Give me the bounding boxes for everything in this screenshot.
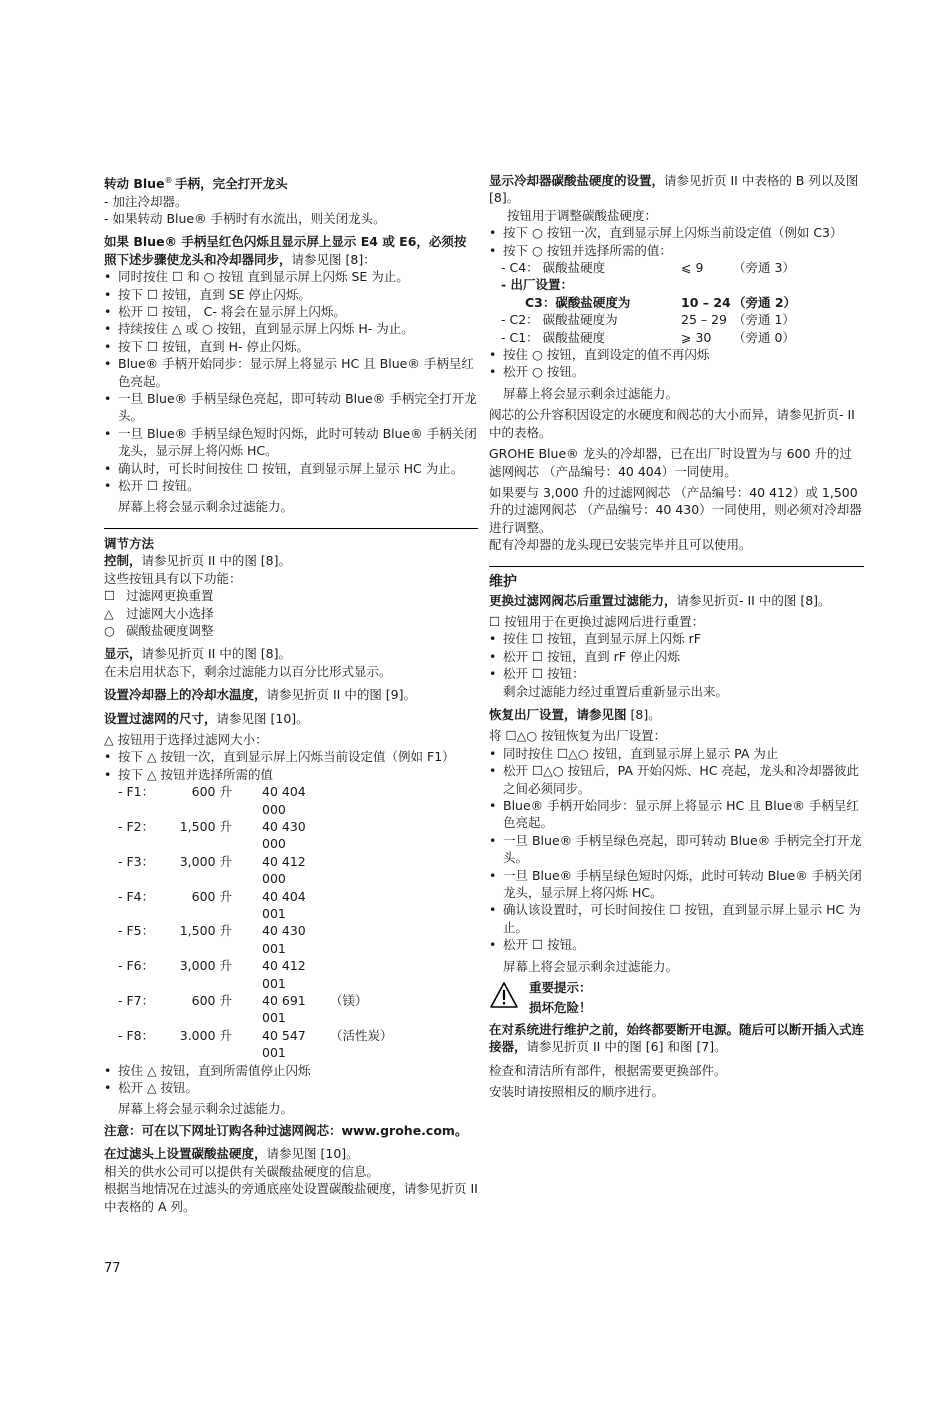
- paragraph: 阀芯的公升容积因设定的水硬度和阀芯的大小而异，请参见折页- II 中的表格。: [489, 407, 855, 440]
- list-item: Blue® 手柄开始同步：显示屏上将显示 HC 且 Blue® 手柄呈红色亮起。: [118, 356, 474, 389]
- list-item: 按下 △ 按钮并选择所需的值: [118, 766, 274, 782]
- list-item: 碳酸盐硬度调整: [126, 622, 214, 638]
- temp-heading: 设置冷却器上的冷却水温度，请参见折页 II 中的图 [9]。: [104, 687, 417, 703]
- reset-intro: ☐ 按钮用于在更换过滤网后进行重置：: [489, 613, 705, 629]
- list-item: 按下 ☐ 按钮，直到 SE 停止闪烁。: [118, 286, 311, 302]
- right-column: 显示冷却器碳酸盐硬度的设置，请参见折页 II 中表格的 B 列以及图 [8]。 按钮用于调整碳酸盐硬度： • 按下 ○ 按钮一次，直到显示屏上闪烁当前设定值（例如 C3） • 按下 ○ 按钮并选择所需的值： - C4： 碳酸盐硬度 ⩽ 9 （旁通 3） - 出厂设置： C3：碳酸盐硬度为 10 – 24 （旁通 2） - C2： 碳酸盐硬度为 25 – 29 （旁通 1） - C1： 碳酸盐硬度 ⩾ 30 （旁通 0） • 按住 ○ 按钮，直到设定的值不再闪烁 • 松开 ○ 按钮。 屏幕上将会显示剩余过滤能力。 阀芯的公升容积因设定的水硬度和阀芯的大小而异，请参见折页- II 中的表格。 GROHE Blue® 龙头的冷却器，已在出厂时设置为与 600 升的过滤网阀芯 （产品编号：40 404）一同使用。 如果要与 3,000 升的过滤网阀芯 （产品编号：40 412）或 1,500 升的过滤网阀芯 （产品编号：40 430）一同使用，则必须对冷却器进行调整。 配有冷却器的龙头现已安装完毕并且可以使用。 维护 更换过滤网阀芯后重置过滤能力，请参见折页- II 中的图 [8]。 ☐ 按钮用于在更换过滤网后进行重置： • 按住 ☐ 按钮，直到显示屏上闪烁 rF • 松开 ☐ 按钮，直到 rF 停止闪烁 • 松开 ☐ 按钮： 剩余过滤能力经过重置后重新显示出来。 恢复出厂设置，请参见图 [8]。 将 ☐△○ 按钮恢复为出厂设置： • 同时按住 ☐△○ 按钮，直到显示屏上显示 PA 为止 • 松开 ☐△○ 按钮后，PA 开始闪烁、HC 亮起，龙头和冷却器彼此之间必须同步。 • Blue® 手柄开始同步：显示屏上将显示 HC 且 Blue® 手柄呈红色亮起。 • 一旦 Blue® 手柄呈绿色亮起，即可转动 Blue® 手柄完全打开龙头。 • 一旦 Blue® 手柄呈绿色短时闪烁，此时可转动 Blue® 手柄关闭龙头，显示屏上将闪烁 HC。 • 确认该设置时，可长时间按住 ☐ 按钮，直到显示屏上显示 HC 为止。 • 松开 ☐ 按钮。 屏幕上将会显示剩余过滤能力。 重要提示： 损坏危险！ 在对系统进行维护之前，始终都要断开电源。随后可以断开插入式连接器，请参见折页 II 中的图 [6] 和图 [7]。 检查和清洁所有部件，根据需要更换部件。 安装时请按照相反的顺序进行。: [489, 173, 865, 1100]
- size-intro: △ 按钮用于选择过滤网大小：: [104, 731, 268, 747]
- note: 屏幕上将会显示剩余过滤能力。: [118, 499, 294, 515]
- note: 屏幕上将会显示剩余过滤能力。: [503, 958, 679, 974]
- order-note: 注意：可在以下网址订购各种过滤网阀芯：www.grohe.com。: [104, 1122, 468, 1138]
- warning-title: 重要提示：: [529, 980, 592, 996]
- list-item: 松开 ☐ 按钮。: [503, 937, 585, 953]
- heading-open-tap: 转动 Blue® 手柄，完全打开龙头: [104, 176, 288, 192]
- functions-intro: 这些按钮具有以下功能：: [104, 570, 242, 586]
- list-item: 过滤网更换重置: [126, 588, 214, 604]
- list-item: Blue® 手柄开始同步：显示屏上将显示 HC 且 Blue® 手柄呈红色亮起。: [503, 798, 859, 831]
- list-item: 过滤网大小选择: [126, 605, 214, 621]
- list-item: 松开 ☐ 按钮， C- 将会在显示屏上闪烁。: [118, 304, 346, 319]
- list-item: 按住 ○ 按钮，直到设定的值不再闪烁: [503, 347, 710, 363]
- note: 剩余过滤能力经过重置后重新显示出来。: [503, 683, 729, 699]
- list-item: 松开 ☐ 按钮。: [118, 478, 200, 494]
- list-item: 松开 △ 按钮。: [118, 1080, 199, 1096]
- list-item: 持续按住 △ 或 ○ 按钮，直到显示屏上闪烁 H- 为止。: [118, 321, 414, 337]
- size-heading: 设置过滤网的尺寸，请参见图 [10]。: [104, 710, 309, 726]
- triangle-icon: △: [104, 605, 114, 621]
- warning-icon: [489, 981, 519, 1009]
- list-item: 同时按住 ☐△○ 按钮，直到显示屏上显示 PA 为止: [503, 745, 779, 761]
- list-item: 按下 △ 按钮一次，直到显示屏上闪烁当前设定值（例如 F1）: [118, 749, 455, 765]
- list-item: 按下 ☐ 按钮，直到 H- 停止闪烁。: [118, 338, 310, 354]
- divider: [104, 528, 478, 529]
- list-item: 松开 ☐ 按钮，直到 rF 停止闪烁: [503, 648, 680, 664]
- divider: [489, 566, 864, 567]
- list-item: 同时按住 ☐ 和 ○ 按钮 直到显示屏上闪烁 SE 为止。: [118, 269, 409, 285]
- section-title-maintenance: 维护: [489, 573, 517, 590]
- filter-table: - F1： 600 升 40 404 000 - F2： 1,500 升 40 430 000 - F3： 3,000 升 40 412 000 - F4： 600 升 40 404 001 - F5： 1,500 升 40 430 001 - F6： 3,000 升 40 412 001 - F7： 600 升 40 691 001 （镁） - F8： 3.000 升 40 547 001 （活性炭）: [118, 784, 393, 1061]
- hardness-table: - C4： 碳酸盐硬度 ⩽ 9 （旁通 3） - 出厂设置： C3：碳酸盐硬度为 10 – 24 （旁通 2） - C2： 碳酸盐硬度为 25 – 29 （旁通 1） - C1： 碳酸盐硬度 ⩾ 30 （旁通 0）: [501, 260, 797, 345]
- list-item: - 如果转动 Blue® 手柄时有水流出，则关闭龙头。: [104, 210, 386, 226]
- list-item: 松开 ☐△○ 按钮后，PA 开始闪烁、HC 亮起，龙头和冷却器彼此之间必须同步。: [503, 763, 860, 796]
- list-item: 确认时，可长时间按住 ☐ 按钮，直到显示屏上显示 HC 为止。: [118, 460, 464, 476]
- note: 屏幕上将会显示剩余过滤能力。: [503, 385, 679, 401]
- carb-heading: 在过滤头上设置碳酸盐硬度，请参见图 [10]。: [104, 1146, 359, 1162]
- factory-heading: 恢复出厂设置，请参见图 [8]。: [489, 706, 661, 722]
- circle-icon: ○: [104, 622, 115, 638]
- paragraph: 检查和清洁所有部件，根据需要更换部件。: [489, 1062, 727, 1078]
- list-item: 一旦 Blue® 手柄呈绿色亮起，即可转动 Blue® 手柄完全打开龙头。: [503, 832, 862, 866]
- sync-steps: • 同时按住 ☐ 和 ○ 按钮 直到显示屏上闪烁 SE 为止。 • 按下 ☐ 按钮，直到 SE 停止闪烁。 • 松开 ☐ 按钮， C- 将会在显示屏上闪烁。 • 持续按住 △ 或 ○ 按钮，直到显示屏上闪烁 H- 为止。 • 按下 ☐ 按钮，直到 H- 停止闪烁。 • Blue® 手柄开始同步：显示屏上将显示 HC 且 Blue® 手柄呈红色亮起。 • 一旦 Blue® 手柄呈绿色亮起，即可转动 Blue® 手柄完全打开龙头。 • 一旦 Blue® 手柄呈绿色短时闪烁，此时可转动 Blue® 手柄关闭龙头，显示屏上将闪烁 HC。 • 确认时，可长时间按住 ☐ 按钮，直到显示屏上显示 HC 为止。 • 松开 ☐ 按钮。: [104, 269, 477, 494]
- paragraph: 如果要与 3,000 升的过滤网阀芯 （产品编号：40 412）或 1,500 升的过滤网阀芯 （产品编号：40 430）一同使用，则必须对冷却器进行调整。: [489, 484, 862, 535]
- square-icon: ☐: [104, 588, 116, 604]
- carb-text: 根据当地情况在过滤头的旁通底座处设置碳酸盐硬度，请参见折页 II 中表格的 A 列。: [104, 1181, 478, 1214]
- paragraph: GROHE Blue® 龙头的冷却器，已在出厂时设置为与 600 升的过滤网阀芯 （产品编号：40 404）一同使用。: [489, 446, 852, 479]
- section-title-adjust: 调节方法: [104, 535, 155, 551]
- cooler-intro: 按钮用于调整碳酸盐硬度：: [507, 207, 658, 223]
- list-item: 按住 ☐ 按钮，直到显示屏上闪烁 rF: [503, 631, 701, 647]
- list-item: 一旦 Blue® 手柄呈绿色短时闪烁，此时可转动 Blue® 手柄关闭龙头，显示屏上将闪烁 HC。: [118, 425, 477, 459]
- list-item: - 加注冷却器。: [104, 193, 188, 209]
- page-number: 77: [104, 1261, 121, 1276]
- list-item: 确认该设置时，可长时间按住 ☐ 按钮，直到显示屏上显示 HC 为止。: [503, 902, 861, 935]
- list-item: 按住 △ 按钮，直到所需值停止闪烁: [118, 1062, 311, 1078]
- paragraph: 安装时请按照相反的顺序进行。: [489, 1084, 665, 1100]
- display-heading: 显示，请参见折页 II 中的图 [8]。: [104, 646, 292, 662]
- left-column: 转动 Blue® 手柄，完全打开龙头 - 加注冷却器。 - 如果转动 Blue® 手柄时有水流出，则关闭龙头。 如果 Blue® 手柄呈红色闪烁且显示屏上显示 E4 或 E6，必须按照下述步骤使龙头和冷却器同步，请参见图 [8]： • 同时按住 ☐ 和 ○ 按钮 直到显示屏上闪烁 SE 为止。 • 按下 ☐ 按钮，直到 SE 停止闪烁。 • 松开 ☐ 按钮， C- 将会在显示屏上闪烁。 • 持续按住 △ 或 ○ 按钮，直到显示屏上闪烁 H- 为止。 • 按下 ☐ 按钮，直到 H- 停止闪烁。 • Blue® 手柄开始同步：显示屏上将显示 HC 且 Blue® 手柄呈红色亮起。 • 一旦 Blue® 手柄呈绿色亮起，即可转动 Blue® 手柄完全打开龙头。 • 一旦 Blue® 手柄呈绿色短时闪烁，此时可转动 Blue® 手柄关闭龙头，显示屏上将闪烁 HC。 • 确认时，可长时间按住 ☐ 按钮，直到显示屏上显示 HC 为止。 • 松开 ☐ 按钮。 屏幕上将会显示剩余过滤能力。 调节方法 控制，请参见折页 II 中的图 [8]。 这些按钮具有以下功能： ☐ 过滤网更换重置 △ 过滤网大小选择 ○ 碳酸盐硬度调整 显示，请参见折页 II 中的图 [8]。 在未启用状态下，剩余过滤能力以百分比形式显示。 设置冷却器上的冷却水温度，请参见折页 II 中的图 [9]。 设置过滤网的尺寸，请参见图 [10]。 △ 按钮用于选择过滤网大小： • 按下 △ 按钮一次，直到显示屏上闪烁当前设定值（例如 F1） • 按下 △ 按钮并选择所需的值 - F1： 600 升 40 404 000 - F2： 1,500 升 40 430 000 - F3： 3,000 升 40 412 000 - F4： 600 升 40 404 001 - F5： 1,500 升 40 430 001 - F6： 3,000 升 40 412 001 - F7： 600 升 40 691 001 （镁） - F8： 3.000 升 40 547 001 （活性炭） • 按住 △ 按钮，直到所需值停止闪烁 • 松开 △ 按钮。 屏幕上将会显示剩余过滤能力。 注意：可在以下网址订购各种过滤网阀芯：www.grohe.com。 在过滤头上设置碳酸盐硬度，请参见图 [10]。 相关的供水公司可以提供有关碳酸盐硬度的信息。 根据当地情况在过滤头的旁通底座处设置碳酸盐硬度，请参见折页 II 中表格的 A 列。: [104, 172, 478, 1215]
- list-item: 按下 ○ 按钮一次，直到显示屏上闪烁当前设定值（例如 C3）: [503, 225, 843, 241]
- list-item: 松开 ☐ 按钮：: [503, 666, 585, 682]
- warning-subtitle: 损坏危险！: [529, 1000, 592, 1016]
- control-heading: 控制，请参见折页 II 中的图 [8]。: [104, 553, 292, 569]
- paragraph: 配有冷却器的龙头现已安装完毕并且可以使用。: [489, 537, 752, 553]
- list-item: 松开 ○ 按钮。: [503, 364, 585, 380]
- cooler-heading: 显示冷却器碳酸盐硬度的设置，请参见折页 II 中表格的 B 列以及图 [8]。: [489, 173, 859, 206]
- power-warning: 在对系统进行维护之前，始终都要断开电源。随后可以断开插入式连接器，请参见折页 II 中的图 [6] 和图 [7]。: [489, 1021, 865, 1055]
- warning-box: [489, 979, 864, 1017]
- carb-text: 相关的供水公司可以提供有关碳酸盐硬度的信息。: [104, 1163, 380, 1179]
- heading-sync: 如果 Blue® 手柄呈红色闪烁且显示屏上显示 E4 或 E6，必须按照下述步骤使龙头和冷却器同步，请参见图 [8]：: [104, 234, 467, 267]
- list-item: 按下 ○ 按钮并选择所需的值：: [503, 242, 672, 258]
- reset-heading: 更换过滤网阀芯后重置过滤能力，请参见折页- II 中的图 [8]。: [489, 592, 831, 608]
- factory-intro: 将 ☐△○ 按钮恢复为出厂设置：: [489, 728, 667, 744]
- note: 屏幕上将会显示剩余过滤能力。: [118, 1101, 294, 1117]
- list-item: 一旦 Blue® 手柄呈绿色亮起，即可转动 Blue® 手柄完全打开龙头。: [118, 391, 477, 424]
- display-text: 在未启用状态下，剩余过滤能力以百分比形式显示。: [104, 663, 392, 679]
- list-item: 一旦 Blue® 手柄呈绿色短时闪烁，此时可转动 Blue® 手柄关闭龙头，显示屏上将闪烁 HC。: [503, 867, 862, 901]
